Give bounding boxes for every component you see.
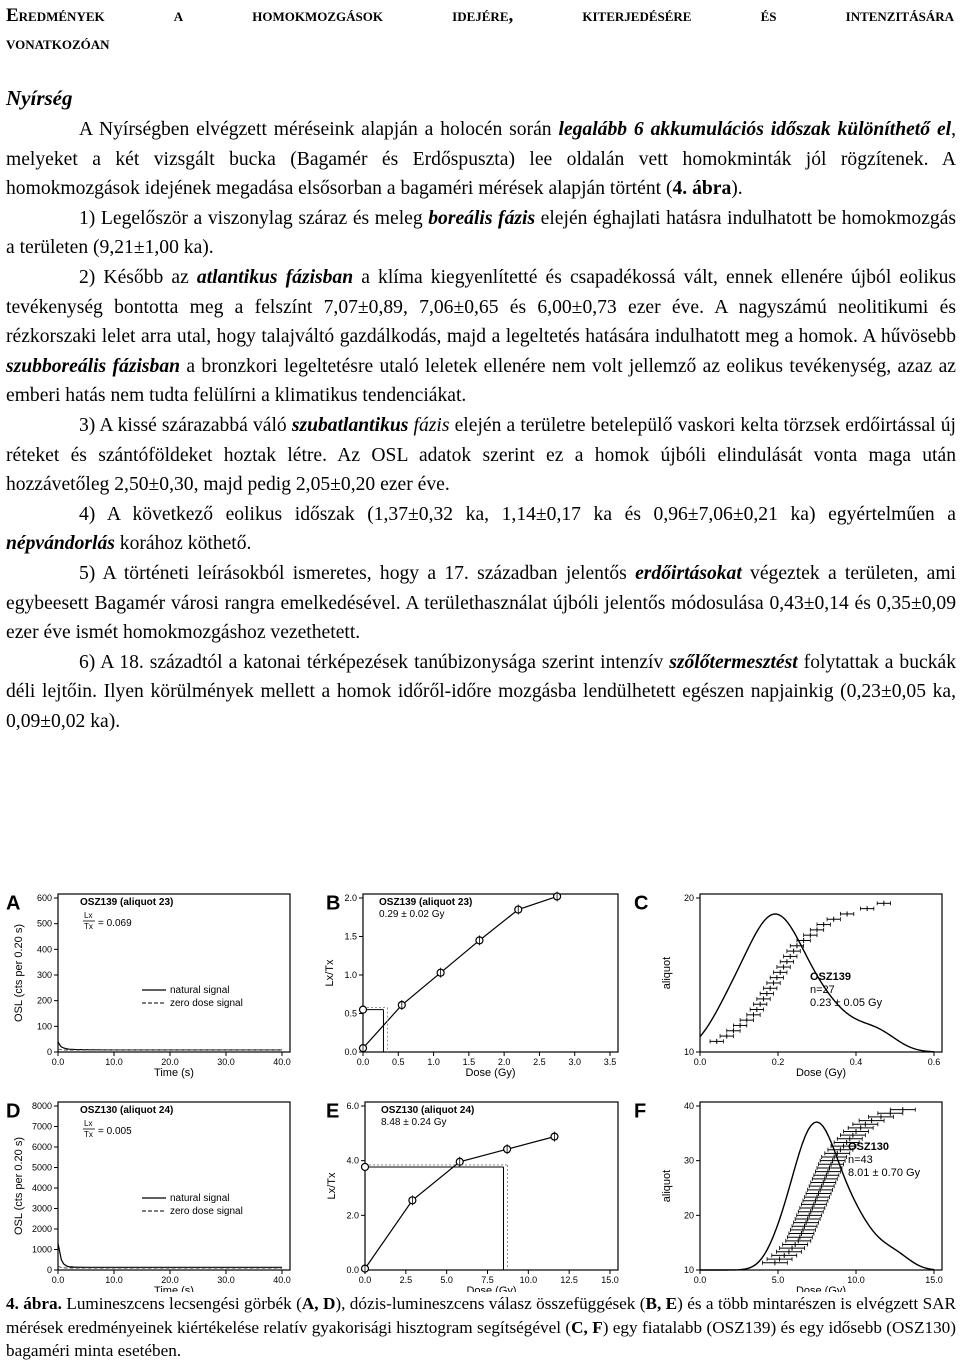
plot-frame-d: [58, 1102, 290, 1270]
panel-letter-d: D: [6, 1100, 21, 1123]
x-tick-label: 3.5: [603, 1057, 617, 1067]
x-tick-label: 20.0: [161, 1275, 179, 1285]
lx-label: Lx: [84, 1119, 93, 1128]
y-tick-label: 0.0: [344, 1047, 357, 1057]
x-tick-label: 0.0: [51, 1275, 65, 1285]
y-tick-label: 300: [36, 970, 52, 980]
decay-curve-natural: [58, 1042, 282, 1050]
x-tick-label: 1.5: [462, 1057, 476, 1067]
y-tick-label: 4.0: [346, 1155, 359, 1166]
de-value: 8.48 ± 0.24 Gy: [381, 1117, 447, 1128]
paragraph-1: 1) Legelőször a viszonylag száraz és meleg boreális fázis elején éghajlati hatásra indulhatott be homokmozgás a területen (9,21±1,00 ka).: [6, 207, 957, 259]
y-axis-label: Lx/Tx: [326, 1172, 338, 1200]
y-tick-label: 7000: [31, 1121, 52, 1132]
x-tick-label: 10.0: [847, 1275, 865, 1285]
y-tick-label: 0: [46, 1047, 52, 1057]
paragraph-4: 4) A következő eolikus időszak (1,37±0,32 ka, 1,14±0,17 ka és 0,96±7,06±0,21 ka) egyértelműen a népvándorlás korához köthető.: [6, 503, 956, 555]
figure-panels: [0, 872, 960, 1292]
y-tick-label: 3000: [31, 1203, 52, 1214]
y-tick-label: 100: [36, 1021, 52, 1032]
panel-letter-a: A: [6, 892, 21, 915]
x-tick-label: 1.0: [427, 1057, 440, 1067]
x-tick-label: 5.0: [440, 1275, 453, 1285]
x-tick-label: 30.0: [217, 1057, 235, 1067]
x-axis-label: Dose (Gy): [795, 1067, 847, 1079]
lx-label: Lx: [84, 911, 93, 920]
x-axis-label: Time (s): [154, 1067, 194, 1079]
x-tick-label: 40.0: [273, 1275, 291, 1285]
y-tick-label: 0.5: [344, 1008, 357, 1019]
y-axis-label: OSL (cts per 0.20 s): [13, 1136, 25, 1236]
legend-natural: natural signal: [170, 985, 230, 996]
paragraph-5: 5) A történeti leírásokból ismeretes, hogy a 17. században jelentős erdőirtásokat végeztek a területen, ami egybeesett Bagamér városi rangra emelkedésével. A területhasználat újbóli jelentős módosulása 0,43±0,14 és 0,35±0,09 ezer éve ismét homokmozgáshoz vezethetett.: [6, 562, 957, 644]
legend-zero: zero dose signal: [170, 1206, 243, 1217]
y-tick-label: 1000: [31, 1244, 52, 1255]
paragraph-6: 6) A 18. századtól a katonai térképezések tanúbizonysága szerint intenzív szőlőtermesztést folytattak a buckák déli lejtőin. Ilyen körülmények mellett a homok időről-időre mozgásba lendülhetett egészen napjainkig (0,23±0,05 ka, 0,09±0,02 ka).: [6, 651, 957, 732]
sample-label: OSZ139: [810, 971, 851, 983]
x-axis-label: Dose (Gy): [465, 1067, 516, 1079]
y-tick-label: 6000: [31, 1142, 52, 1152]
x-tick-label: 0.0: [51, 1057, 65, 1067]
y-tick-label: 2.0: [346, 1210, 359, 1221]
y-tick-label: 200: [36, 995, 52, 1006]
de-value: 0.29 ± 0.02 Gy: [379, 909, 445, 920]
aliquot-count: n=43: [848, 1154, 873, 1166]
y-tick-label: 8000: [31, 1101, 52, 1111]
y-tick-label: 500: [36, 918, 52, 929]
panel-letter-b: B: [326, 892, 341, 915]
x-tick-label: 12.5: [560, 1275, 578, 1285]
tx-label: Tx: [84, 922, 93, 931]
tx-label: Tx: [84, 1130, 93, 1139]
x-tick-label: 10.0: [519, 1275, 538, 1285]
y-tick-label: 20: [683, 1210, 694, 1221]
x-tick-label: 0.0: [693, 1057, 707, 1067]
y-tick-label: 10: [683, 1047, 694, 1057]
x-tick-label: 10.0: [105, 1275, 123, 1285]
natural-point: [362, 1163, 369, 1170]
x-tick-label: 15.0: [601, 1275, 619, 1285]
sample-label: OSZ139 (aliquot 23): [80, 897, 174, 908]
ratio-value: = 0.005: [98, 1126, 132, 1137]
x-tick-label: 30.0: [217, 1275, 235, 1285]
x-tick-label: 0.0: [358, 1275, 372, 1285]
y-tick-label: 30: [683, 1155, 694, 1166]
x-axis-label: Dose (Gy): [795, 1285, 847, 1292]
figure-caption: 4. ábra. Lumineszcens lecsengési görbék (A, D), dózis-lumineszcens válasz összefüggések (B, E) és a több mintarészen is elvégzett SAR mérések eredményeinek kiértékelése relatív gyakorisági hisztogram segítségével (C, F) egy fiatalabb (OSZ139) és egy idősebb (OSZ130) bagaméri minta esetében.: [6, 1294, 957, 1360]
y-tick-label: 20: [683, 893, 694, 903]
x-tick-label: 0.4: [849, 1057, 863, 1067]
section-title: Nyírség: [6, 86, 73, 110]
x-tick-label: 40.0: [273, 1057, 291, 1067]
x-tick-label: 2.5: [533, 1057, 546, 1067]
paragraph-intro: A Nyírségben elvégzett méréseink alapján a holocén során legalább 6 akkumulációs időszak különíthető el, melyeket a két vizsgált bucka (Bagamér és Erdőspuszta) lee oldalán vett homokminták jól rögzítenek. A homokmozgások idejének megadása elsősorban a bagaméri mérések alapján történt (4. ábra).: [6, 119, 956, 200]
panel-letter-c: C: [634, 892, 649, 915]
legend-zero: zero dose signal: [170, 998, 243, 1009]
panel-letter-f: F: [634, 1100, 647, 1123]
panel-letter-e: E: [326, 1100, 340, 1123]
x-tick-label: 10.0: [105, 1057, 123, 1067]
y-tick-label: 400: [36, 944, 52, 955]
de-value: 0.23 ± 0.05 Gy: [810, 997, 883, 1009]
y-tick-label: 1.5: [344, 931, 357, 942]
paragraph-2: 2) Később az atlantikus fázisban a klíma kiegyenlítetté és csapadékossá vált, ennek ellenére újból eolikus tevékenység bontotta meg a felszínt 7,07±0,89, 7,06±0,65 és 6,00±0,73 ezer éve. A nagyszámú neolitikumi és rézkorszaki lelet arra utal, hogy talajváltó gazdálkodás, majd a legeltetés hatására indulhatott meg a homok. A hűvösebb szubboreális fázisban a bronzkori legeltetésre utaló leletek ellenére nem volt jellemző az eolikus tevékenység, azaz az emberi hatás nem tudta felülírni a klimatikus tendenciákat.: [6, 266, 956, 407]
plot-frame-a: [58, 894, 290, 1052]
sample-label: OSZ130 (aliquot 24): [80, 1105, 174, 1116]
y-axis-label: OSL (cts per 0.20 s): [13, 923, 25, 1023]
x-axis-label: Dose (Gy): [466, 1285, 517, 1292]
y-tick-label: 6.0: [346, 1101, 359, 1111]
x-tick-label: 15.0: [925, 1275, 943, 1285]
x-tick-label: 0.0: [693, 1275, 707, 1285]
y-tick-label: 40: [683, 1101, 694, 1111]
legend-natural: natural signal: [170, 1193, 230, 1204]
chapter-heading-line2: vonatkozóan: [6, 33, 110, 54]
figure-4: [0, 872, 960, 1292]
y-tick-label: 2000: [31, 1224, 52, 1234]
x-tick-label: 0.0: [356, 1057, 370, 1067]
sample-label: OSZ130: [848, 1141, 889, 1153]
body-text: [6, 115, 956, 736]
y-tick-label: 2.0: [344, 893, 357, 903]
y-tick-label: 600: [36, 893, 52, 903]
x-tick-label: 2.5: [399, 1275, 413, 1285]
y-axis-label: Lx/Tx: [324, 959, 336, 987]
de-value: 8.01 ± 0.70 Gy: [848, 1167, 921, 1179]
dose-response-curve: [365, 1137, 554, 1269]
x-tick-label: 5.0: [771, 1275, 785, 1285]
sample-label: OSZ139 (aliquot 23): [379, 897, 473, 908]
x-axis-label: Time (s): [154, 1285, 194, 1292]
x-tick-label: 7.5: [481, 1275, 494, 1285]
x-tick-label: 2.0: [497, 1057, 511, 1067]
aliquot-count: n=27: [810, 984, 835, 996]
x-tick-label: 0.2: [771, 1057, 785, 1067]
y-tick-label: 10: [683, 1265, 694, 1275]
paragraph-3: 3) A kissé szárazabbá váló szubatlantikus fázis elején a területre betelepülő vaskori kelta törzsek erdőirtással új réteket és szántóföldeket hoztak létre. Az OSL adatok szerint ez a homok újbóli elindulását vonta maga után hozzávetőleg 2,50±0,30, majd pedig 2,05±0,20 ezer éve.: [6, 414, 956, 496]
sample-label: OSZ130 (aliquot 24): [381, 1105, 475, 1116]
y-tick-label: 0: [46, 1265, 52, 1275]
decay-curve-natural: [58, 1243, 282, 1267]
y-axis-label: aliquot: [661, 1169, 673, 1203]
x-tick-label: 20.0: [161, 1057, 179, 1067]
x-tick-label: 3.0: [568, 1057, 581, 1067]
ratio-value: = 0.069: [98, 918, 132, 929]
y-axis-label: aliquot: [661, 956, 673, 990]
y-tick-label: 0.0: [346, 1265, 359, 1275]
y-tick-label: 1.0: [344, 970, 357, 980]
x-tick-label: 0.6: [927, 1057, 941, 1067]
y-tick-label: 5000: [31, 1162, 52, 1173]
y-tick-label: 4000: [31, 1183, 52, 1193]
x-tick-label: 0.5: [392, 1057, 405, 1067]
natural-point: [360, 1006, 367, 1013]
chapter-heading: Eredmények a homokmozgások idejére, kiterjedésére és intenzitására: [6, 5, 954, 26]
